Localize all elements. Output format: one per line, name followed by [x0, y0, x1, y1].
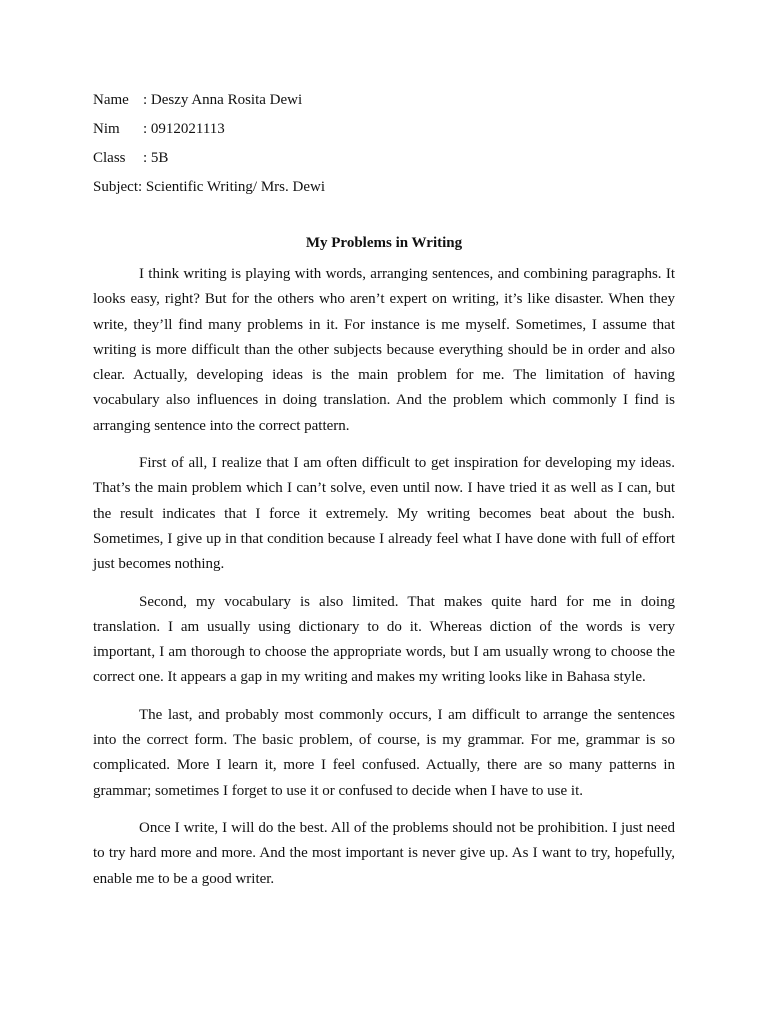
name-value: : Deszy Anna Rosita Dewi	[143, 92, 303, 108]
paragraph-last-problem: The last, and probably most commonly occurs, I am difficult to arrange the sentences into the correct form. The basic problem, of course, is my grammar. For me, grammar is so complicated. More I learn it, more I feel confused. Actually, there are so many patterns in grammar; sometimes I forget to use it or confused to decide when I have to use it.	[93, 706, 675, 799]
student-info-header	[93, 86, 325, 202]
name-label: Name	[93, 92, 129, 108]
paragraph-conclusion: Once I write, I will do the best. All of the problems should not be prohibition. I just need to try hard more and more. And the most important is never give up. As I want to try, hopefully, enable me to be a good writer.	[93, 819, 675, 887]
nim-label: Nim	[93, 121, 120, 137]
paragraph-second-problem: Second, my vocabulary is also limited. That makes quite hard for me in doing translation. I am usually using dictionary to do it. Whereas diction of the words is very important, I am thorough to choose the appropriate words, but I am usually wrong to choose the correct one. It appears a gap in my writing and makes my writing looks like in Bahasa style.	[93, 593, 675, 686]
subject-value: : Scientific Writing/ Mrs. Dewi	[138, 179, 326, 195]
essay-body	[93, 262, 675, 904]
class-label: Class	[93, 150, 126, 166]
subject-label: Subject	[93, 179, 138, 195]
essay-title: My Problems in Writing	[305, 235, 463, 251]
nim-value: : 0912021113	[143, 121, 225, 137]
nim-row	[93, 115, 325, 144]
class-value: : 5B	[143, 150, 169, 166]
paragraph-first-problem: First of all, I realize that I am often difficult to get inspiration for developing my ideas. That’s the main problem which I can’t solve, even until now. I have tried it as well as I can, but the result indicates that I force it extremely. My writing becomes beat about the bush. Sometimes, I give up in that condition because I already feel what I have done with full of effort just becomes nothing.	[93, 455, 675, 573]
name-row	[93, 86, 325, 115]
class-row	[93, 144, 325, 173]
paragraph-intro: I think writing is playing with words, arranging sentences, and combining paragraphs. It looks easy, right? But for the others who aren’t expert on writing, it’s like disaster. When they write, they’ll find many problems in it. For instance is me myself. Sometimes, I assume that writing is more difficult than the other subjects because everything should be in order and also clear. Actually, developing ideas is the main problem for me. The limitation of having vocabulary also influences in doing translation. And the problem which commonly I find is arranging sentence into the correct pattern.	[93, 266, 675, 434]
subject-row	[93, 173, 325, 202]
